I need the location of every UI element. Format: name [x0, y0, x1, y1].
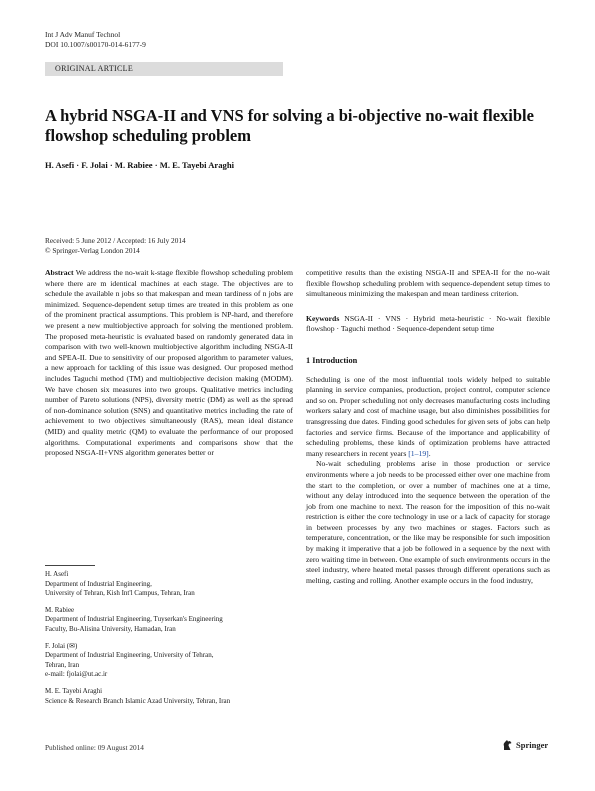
publisher-name: Springer — [516, 740, 549, 750]
affiliation-block — [45, 642, 295, 680]
affiliation-line: Department of Industrial Engineering, Tuyserkan's Engineering — [45, 615, 223, 624]
author-list: H. Asefi · F. Jolai · M. Rabiee · M. E. Tayebi Araghi — [45, 160, 234, 170]
affiliation-block — [45, 687, 295, 706]
affiliations — [45, 570, 295, 713]
intro-p1-end: . — [428, 448, 431, 458]
copyright-line: © Springer-Verlag London 2014 — [45, 246, 140, 255]
journal-header — [45, 30, 146, 50]
published-online-date: Published online: 09 August 2014 — [45, 743, 144, 752]
affiliation-block — [45, 570, 295, 599]
footnote-divider — [45, 565, 95, 566]
affiliation-author: H. Asefi — [45, 570, 69, 578]
affiliation-line: Science & Research Branch Islamic Azad University, Tehran, Iran — [45, 696, 231, 705]
affiliation-line: Department of Industrial Engineering, — [45, 579, 152, 588]
article-dates — [45, 236, 186, 256]
publisher-logo — [502, 739, 548, 751]
keywords-label: Keywords — [306, 313, 340, 323]
affiliation-line: Department of Industrial Engineering, University of Tehran, — [45, 651, 214, 660]
affiliation-author: F. Jolai (✉) — [45, 641, 78, 650]
article-type-banner: ORIGINAL ARTICLE — [45, 62, 283, 76]
affiliation-block — [45, 606, 295, 635]
affiliation-email[interactable]: e-mail: fjolai@ut.ac.ir — [45, 670, 108, 679]
section-heading-introduction: 1 Introduction — [306, 355, 358, 365]
journal-name: Int J Adv Manuf Technol — [45, 30, 121, 39]
intro-paragraph-2: No-wait scheduling problems arise in those production or service environments where a job needs to be processed either over one machine from the start to the completion, or over a number of machines one at a time, without any delay introduced into the sequence between the operation of the job from one machine to next. The reason for the imposition of this no-wait restriction is either the core technology in use or a lack of capacity for storage in between processes by any two machines or stages. Factors such as temperature, concentration, or the like may be responsible for such imposition by making it imperative that a job be followed in a sequence by the next with zero waiting time in between. One example of such environments occurs in the steel industry, where heated metal passes through different operations such as melting, casting and rolling. Another example occurs in the food industry, — [306, 459, 550, 585]
intro-p1-text: Scheduling is one of the most influential tools widely helped to suitable planning in service companies, production, project control, computer science and so on. Proper scheduling not only decreases manufacturing costs including workers salary and cost of machine usage, but also diminishes possibilities for transgressing due dates. Finding good schedules for given sets of jobs can help factories and service firms. Because of the importance and applicability of scheduling problems, these kinds of optimization problems have attracted many researchers in recent years — [306, 374, 550, 458]
affiliation-author: M. Rabiee — [45, 605, 75, 614]
left-column — [45, 268, 293, 459]
keywords-paragraph — [306, 314, 550, 335]
keywords-text: NSGA-II · VNS · Hybrid meta-heuristic · No-wait flexible flowshop · Taguchi method · Sequence-dependent setup time — [306, 313, 551, 334]
abstract-text: We address the no-wait k-stage flexible flowshop scheduling problem where there are m identical machines at each stage. The objectives are to schedule the available n jobs so that makespan and mean tardiness of n jobs are minimized. Sequence-dependent setup times are treated in this problem as one of the prominent practical assumptions. This problem is NP-hard, and therefore we present a new multiobjective approach for solving the mentioned problem. The proposed meta-heuristic is evaluated based on randomly generated data in comparison with two well-known multiobjective algorithm including NSGA-II and SPEA-II. Due to sensitivity of our proposed algorithm to parameter values, a new approach for tackling of this issue was designed. Our proposed method includes Taguchi method (TM) and multiobjective decision making (MODM). We have chosen six measures into two groups. Qualitative metrics including number of Pareto solutions (NPS), diversity metric (DM) as well as the spread of non-dominance solution (SNS) and quantitative metrics including the rate of achievement to two objectives simultaneously (RAS), mean ideal distance (MID) and quality metric (QM) to evaluate the performance of our proposed algorithms. Computational experiments and comparisons show that the proposed NSGA-II+VNS algorithm generates better or — [45, 268, 293, 458]
affiliation-line: Tehran, Iran — [45, 660, 80, 669]
affiliation-line: University of Tehran, Kish Int'l Campus, Tehran, Iran — [45, 589, 195, 598]
citation-link[interactable]: [1–19] — [408, 448, 429, 458]
abstract-continuation: competitive results than the existing NSGA-II and SPEA-II for the no-wait flexible flowshop scheduling problem with sequence-dependent setup times to simultaneous minimizing the makespan and mean tardiness criterion. — [306, 268, 550, 299]
received-accepted-dates: Received: 5 June 2012 / Accepted: 16 July 2014 — [45, 236, 186, 245]
abstract-label: Abstract — [45, 268, 74, 277]
paper-title: A hybrid NSGA-II and VNS for solving a bi-objective no-wait flexible flowshop scheduling problem — [45, 106, 534, 145]
right-column — [306, 268, 550, 586]
springer-horse-icon — [502, 739, 513, 751]
affiliation-line: Faculty, Bu-Alisina University, Hamadan, Iran — [45, 624, 176, 633]
affiliation-author: M. E. Tayebi Araghi — [45, 686, 103, 695]
journal-doi: DOI 10.1007/s00170-014-6177-9 — [45, 40, 146, 49]
abstract-paragraph — [45, 268, 293, 459]
intro-paragraph-1 — [306, 375, 550, 460]
